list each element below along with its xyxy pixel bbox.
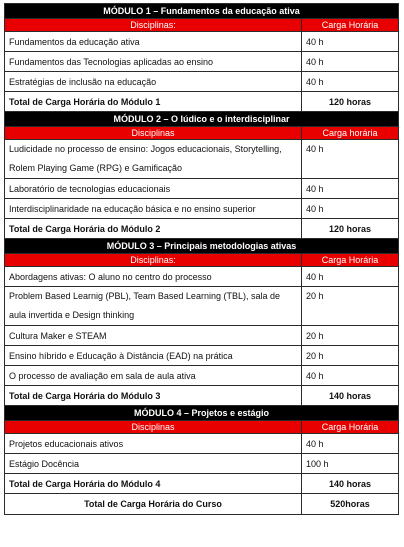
discipline-name: Laboratório de tecnologias educacionais [5, 179, 302, 199]
discipline-hours: 40 h [302, 72, 399, 92]
disciplines-header: Disciplinas: [5, 19, 302, 32]
module-title: MÓDULO 4 – Projetos e estágio [5, 406, 399, 421]
module-title-row [5, 4, 399, 19]
module-column-header [5, 127, 399, 140]
workload-header: Carga horária [302, 127, 399, 140]
course-curriculum-table [4, 3, 399, 515]
discipline-hours: 20 h [302, 287, 399, 326]
course-total-label: Total de Carga Horária do Curso [5, 494, 302, 515]
disciplines-header: Disciplinas: [5, 254, 302, 267]
discipline-name: Problem Based Learnig (PBL), Team Based Learning (TBL), sala de aula invertida e Design thinking [5, 287, 302, 326]
table-row [5, 346, 399, 366]
discipline-hours: 40 h [302, 179, 399, 199]
module-column-header [5, 254, 399, 267]
course-table-container [4, 3, 398, 515]
disciplines-header: Disciplinas [5, 127, 302, 140]
module-total-label: Total de Carga Horária do Módulo 3 [5, 386, 302, 406]
discipline-name: Projetos educacionais ativos [5, 434, 302, 454]
course-total-row [5, 494, 399, 515]
discipline-name: Estágio Docência [5, 454, 302, 474]
module-total-hours: 120 horas [302, 92, 399, 112]
discipline-name: Cultura Maker e STEAM [5, 326, 302, 346]
table-row [5, 366, 399, 386]
discipline-hours: 40 h [302, 366, 399, 386]
discipline-hours: 40 h [302, 140, 399, 179]
discipline-hours: 40 h [302, 434, 399, 454]
workload-header: Carga Horária [302, 254, 399, 267]
workload-header: Carga Horária [302, 19, 399, 32]
module-total-label: Total de Carga Horária do Módulo 1 [5, 92, 302, 112]
discipline-hours: 100 h [302, 454, 399, 474]
discipline-name: O processo de avaliação em sala de aula ativa [5, 366, 302, 386]
table-row [5, 326, 399, 346]
discipline-name: Interdisciplinaridade na educação básica e no ensino superior [5, 199, 302, 219]
discipline-name: Ludicidade no processo de ensino: Jogos educacionais, Storytelling, Rolem Playing Game (RPG) e Gamificação [5, 140, 302, 179]
table-row [5, 267, 399, 287]
discipline-name: Abordagens ativas: O aluno no centro do processo [5, 267, 302, 287]
module-total-row [5, 92, 399, 112]
table-row [5, 32, 399, 52]
module-total-hours: 140 horas [302, 386, 399, 406]
discipline-name: Fundamentos da educação ativa [5, 32, 302, 52]
table-row [5, 52, 399, 72]
module-title-row [5, 112, 399, 127]
module-column-header [5, 19, 399, 32]
module-title: MÓDULO 1 – Fundamentos da educação ativa [5, 4, 399, 19]
discipline-name: Ensino híbrido e Educação à Distância (EAD) na prática [5, 346, 302, 366]
table-row [5, 72, 399, 92]
module-title: MÓDULO 3 – Principais metodologias ativas [5, 239, 399, 254]
disciplines-header: Disciplinas [5, 421, 302, 434]
discipline-name: Fundamentos das Tecnologias aplicadas ao ensino [5, 52, 302, 72]
module-total-row [5, 474, 399, 494]
discipline-hours: 40 h [302, 199, 399, 219]
table-row [5, 179, 399, 199]
table-row [5, 434, 399, 454]
discipline-hours: 20 h [302, 326, 399, 346]
table-row [5, 454, 399, 474]
module-title-row [5, 406, 399, 421]
discipline-hours: 20 h [302, 346, 399, 366]
module-total-row [5, 219, 399, 239]
discipline-name: Estratégias de inclusão na educação [5, 72, 302, 92]
table-row [5, 140, 399, 179]
table-row [5, 199, 399, 219]
module-column-header [5, 421, 399, 434]
discipline-hours: 40 h [302, 52, 399, 72]
module-total-hours: 140 horas [302, 474, 399, 494]
module-total-hours: 120 horas [302, 219, 399, 239]
module-total-label: Total de Carga Horária do Módulo 2 [5, 219, 302, 239]
discipline-hours: 40 h [302, 267, 399, 287]
table-row [5, 287, 399, 326]
workload-header: Carga Horária [302, 421, 399, 434]
module-title-row [5, 239, 399, 254]
module-total-row [5, 386, 399, 406]
course-total-hours: 520horas [302, 494, 399, 515]
discipline-hours: 40 h [302, 32, 399, 52]
module-total-label: Total de Carga Horária do Módulo 4 [5, 474, 302, 494]
module-title: MÓDULO 2 – O lúdico e o interdisciplinar [5, 112, 399, 127]
